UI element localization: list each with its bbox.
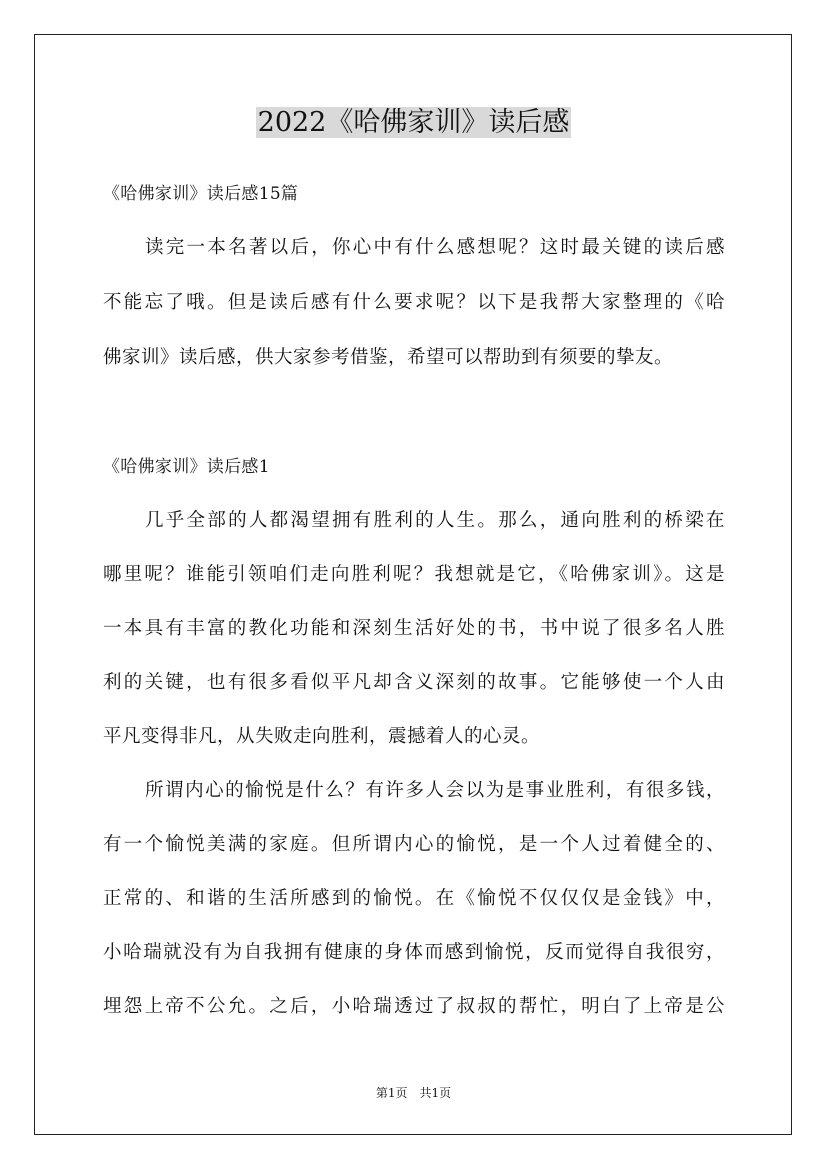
- paragraph2-line-3: 正常的、和谐的生活所感到的愉悦。在《愉悦不仅仅仅是金钱》中，: [103, 888, 725, 909]
- page-footer: 第1页 共1页: [375, 1086, 452, 1100]
- document-title: 2022《哈佛家训》读后感: [257, 107, 570, 138]
- paragraph2-line-4: 小哈瑞就没有为自我拥有健康的身体而感到愉悦，反而觉得自我很穷，: [103, 942, 725, 963]
- paragraph1-line-2: 哪里呢？谁能引领咱们走向胜利呢？我想就是它，《哈佛家训》。这是: [103, 564, 725, 585]
- subtitle: 《哈佛家训》读后感15篇: [103, 184, 299, 204]
- paragraph1-line-1: 几乎全部的人都渴望拥有胜利的人生。那么，通向胜利的桥梁在: [145, 510, 725, 531]
- paragraph1-line-3: 一本具有丰富的教化功能和深刻生活好处的书，书中说了很多名人胜: [103, 618, 725, 639]
- intro-line-2: 不能忘了哦。但是读后感有什么要求呢？以下是我帮大家整理的《哈: [103, 292, 725, 313]
- intro-line-3: 佛家训》读后感，供大家参考借鉴，希望可以帮助到有须要的挚友。: [103, 347, 674, 368]
- paragraph2-line-2: 有一个愉悦美满的家庭。但所谓内心的愉悦，是一个人过着健全的、: [103, 834, 725, 855]
- paragraph2-line-1: 所谓内心的愉悦是什么？有许多人会以为是事业胜利，有很多钱，: [145, 780, 725, 801]
- paragraph1-line-4: 利的关键，也有很多看似平凡却含义深刻的故事。它能够使一个人由: [103, 672, 725, 693]
- paragraph2-line-5: 埋怨上帝不公允。之后，小哈瑞透过了叔叔的帮忙，明白了上帝是公: [103, 996, 725, 1017]
- intro-line-1: 读完一本名著以后，你心中有什么感想呢？这时最关键的读后感: [145, 237, 725, 258]
- section-heading: 《哈佛家训》读后感1: [103, 457, 270, 477]
- paragraph1-line-5: 平凡变得非凡，从失败走向胜利，震撼着人的心灵。: [103, 726, 541, 747]
